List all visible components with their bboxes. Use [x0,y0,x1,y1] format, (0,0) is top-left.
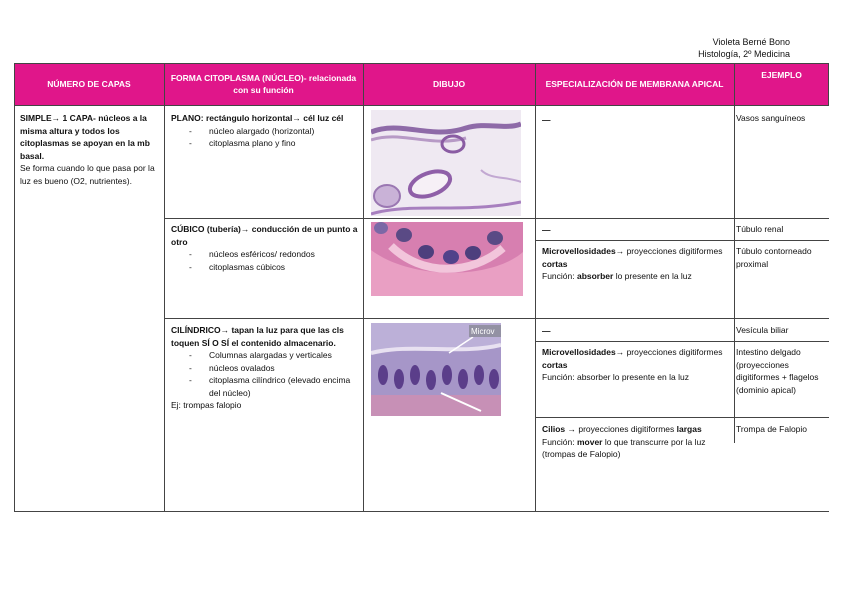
plano-item: - citoplasma plano y fino [171,137,359,150]
cilindrico-ejemplo-3: Trompa de Falopio [736,424,808,434]
grid-line [535,63,536,512]
cubico-histology-image [371,222,523,296]
author-course: Histología, 2º Medicina [698,49,790,59]
grid-line [535,341,829,342]
grid-line [828,63,829,105]
cilindrico-cell [171,324,359,412]
author-name: Violeta Berné Bono [712,37,790,47]
grid-line [363,63,364,512]
capas-title: SIMPLE→ 1 CAPA- núcleos a la misma altura y todos los citoplasmas se apoyan en la mb basal. [20,113,150,161]
plano-histology-image [371,110,521,216]
grid-line [164,318,829,319]
grid-line [535,240,829,241]
cilindrico-item: - Columnas alargadas y verticales [171,349,359,362]
plano-cell [171,112,359,150]
cilindrico-ejemplo-2: Intestino delgado (proyecciones digitiformes + flagelos (dominio apical) [736,347,819,395]
cubico-item: - núcleos esféricos/ redondos [171,248,359,261]
grid-line [164,218,829,219]
cubico-title: CÚBICO (tubería)→ conducción de un punto a otro [171,224,358,247]
grid-line [734,63,735,443]
cubico-ejemplo-2: Túbulo contorneado proximal [736,246,812,269]
grid-line [164,63,165,512]
plano-especializacion: — [542,115,551,125]
grid-line [14,511,829,512]
header-especializacion: ESPECIALIZACIÓN DE MEMBRANA APICAL [535,63,734,105]
cubico-especializacion-2: Microvellosidades→ proyecciones digitiformes cortas Función: absorber lo presente en la luz [542,246,723,281]
cilindrico-item: - citoplasma cilíndrico (elevado encima del núcleo) [171,374,359,399]
header-forma: FORMA CITOPLASMA (NÚCLEO)- relacionada con su función [164,63,363,105]
cubico-especializacion-1: — [542,225,551,235]
cilindrico-ejemplo-1: Vesícula biliar [736,325,789,335]
grid-line [14,105,829,106]
cilindrico-especializacion-1: — [542,326,551,336]
cilindrico-especializacion-3: Cilios → proyecciones digitiformes largas Función: mover lo que transcurre por la luz (trompas de Falopio) [542,424,706,459]
cilindrico-histology-image [371,323,501,416]
capas-note: Se forma cuando lo que pasa por la luz es bueno (O2, nutrientes). [20,163,155,186]
epithelium-table [14,63,829,512]
cilindrico-example: Ej: trompas falopio [171,400,242,410]
cubico-item: - citoplasmas cúbicos [171,261,359,274]
header-dibujo: DIBUJO [363,63,535,105]
microvellosidades-label: Microvellosidades→ [542,246,625,256]
plano-ejemplo: Vasos sanguíneos [736,113,806,123]
capas-cell [20,112,160,187]
plano-title: PLANO: rectángulo horizontal→ cél luz cél [171,113,344,123]
cubico-ejemplo-1: Túbulo renal [736,224,784,234]
plano-item: - núcleo alargado (horizontal) [171,125,359,138]
header-capas: NÚMERO DE CAPAS [14,63,164,105]
cilios-label: Cilios → [542,424,577,434]
cubico-cell [171,223,359,273]
cilindrico-item: - núcleos ovalados [171,362,359,375]
grid-line [14,63,15,512]
grid-line [535,417,829,418]
author-block [698,36,790,60]
grid-line [14,63,829,64]
header-ejemplo: EJEMPLO [734,63,829,105]
cilindrico-especializacion-2: Microvellosidades→ proyecciones digitiformes cortas Función: absorber lo presente en la luz [542,347,723,382]
cilindrico-title: CILÍNDRICO→ tapan la luz para que las cls toquen SÍ O SÍ el contenido almacenario. [171,325,344,348]
image-label: Microv [471,327,495,336]
